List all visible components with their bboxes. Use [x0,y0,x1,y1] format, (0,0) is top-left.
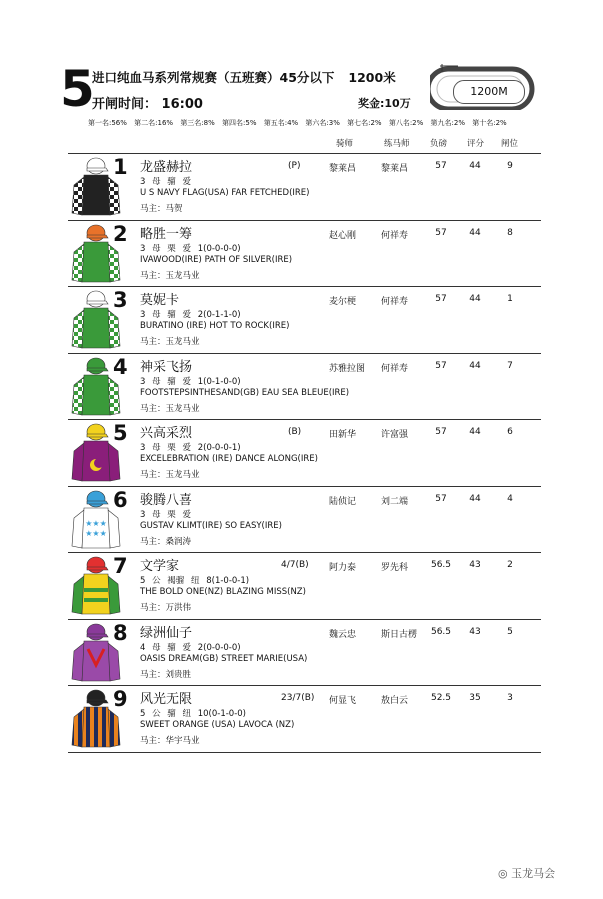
pedigree: U S NAVY FLAG(USA) FAR FETCHED(IRE) [140,188,310,198]
svg-text:★★★: ★★★ [85,528,107,538]
carried-weight: 56.5 [430,626,452,637]
placing-share: 第七名:2% [347,119,382,127]
runner-row [0,221,603,287]
barrier-draw: 6 [507,427,513,437]
horse-details: 3 母 骝 爱 2(0-1-1-0) [140,310,241,320]
jockey-name: 苏雅拉图 [329,363,366,374]
runner-number: 9 [113,687,128,711]
pedigree: FOOTSTEPSINTHESAND(GB) EAU SEA BLEUE(IRE) [140,387,350,398]
trainer-name: 刘二端 [381,496,409,507]
runner-number: 6 [113,487,128,512]
trainer-name: 黎莱昌 [381,164,409,174]
row-divider [68,752,541,753]
placing-share: 第八名:2% [388,119,424,127]
horse-details: 3 母 栗 爱 [140,509,192,520]
runner-row [0,553,603,619]
carried-weight: 57 [435,227,447,238]
horse-name: 莫妮卡 [140,293,180,308]
header-weight: 负磅 [430,139,448,149]
runner-number: 7 [113,554,128,578]
gate-time: 开闸时间： 16:00 [92,97,203,112]
horse-details: 5 公 骝 纽 10(0-1-0-0) [140,709,246,719]
carried-weight: 57 [435,294,447,304]
pedigree: EXCELEBRATION (IRE) DANCE ALONG(IRE) [140,454,318,464]
carried-weight: 57 [435,427,447,437]
runner-number: 3 [113,288,128,312]
jockey-name: 麦尔梗 [329,297,357,307]
horse-name: 风光无限 [140,692,193,707]
row-divider [68,685,541,686]
pedigree: THE BOLD ONE(NZ) BLAZING MISS(NZ) [140,587,306,597]
barrier-draw: 4 [507,493,513,504]
runner-number: 1 [113,155,128,179]
placing-share: 第二名:16% [134,119,174,127]
jockey-name: 陆侦记 [329,496,357,507]
header-rating: 评分 [467,139,485,149]
row-divider [68,552,541,553]
rating: 44 [469,493,481,504]
owner: 马主：玉龙马业 [140,337,200,347]
runner-number: 2 [113,221,128,246]
trainer-name: 许富强 [381,430,409,440]
barrier-draw: 2 [507,560,513,570]
svg-text:★★★: ★★★ [85,518,107,528]
pedigree: GUSTAV KLIMT(IRE) SO EASY(IRE) [140,520,282,531]
placing-share: 第九名:2% [430,119,465,127]
runner-number: 8 [113,620,128,645]
pedigree: OASIS DREAM(GB) STREET MARIE(USA) [140,653,308,664]
row-divider [68,419,541,420]
rating: 44 [469,360,481,371]
wechat-icon: ◎ [498,867,508,880]
barrier-draw: 7 [507,360,513,371]
owner: 马主：华宇马业 [140,736,200,746]
race-title-text: 进口纯血马系列常规赛（五班赛）45分以下 [92,70,335,85]
placing-share: 第一名:56% [88,119,127,127]
horse-details: 3 母 骝 爱 1(0-1-0-0) [140,376,241,387]
rating: 43 [469,560,481,570]
placing-share: 第六名:3% [305,119,340,127]
row-divider [68,153,541,154]
row-divider [68,619,541,620]
rating: 44 [469,161,481,171]
horse-details: 5 公 褐骝 纽 8(1-0-0-1) [140,576,250,586]
barrier-draw: 3 [507,693,513,703]
runner-row [0,620,603,686]
horse-name: 骏腾八喜 [140,492,193,508]
pedigree: BURATINO (IRE) HOT TO ROCK(IRE) [140,321,290,331]
jockey-name: 何显飞 [329,696,357,706]
horse-details: 3 母 栗 爱 1(0-0-0-0) [140,243,241,254]
horse-details: 4 母 骝 爱 2(0-0-0-0) [140,642,241,653]
row-divider [68,353,541,354]
rating: 43 [469,626,481,637]
barrier-draw: 5 [507,626,513,637]
equipment-tag: (B) [288,427,302,437]
barrier-draw: 9 [507,161,513,171]
owner: 马主：玉龙马业 [140,470,200,480]
equipment-tag: 4/7(B) [281,560,309,570]
pedigree: IVAWOOD(IRE) PATH OF SILVER(IRE) [140,254,293,265]
jockey-name: 赵心刚 [329,230,357,241]
track-distance-label: 1200M [453,80,525,104]
carried-weight: 57 [435,493,447,504]
prize: 奖金:10万 [358,97,411,110]
owner: 马主：万洪伟 [140,603,192,613]
header-jockey: 骑师 [336,139,354,149]
runner-row [0,487,603,553]
carried-weight: 56.5 [430,560,452,570]
header-draw: 闸位 [501,139,519,149]
placing-shares [88,118,512,128]
rating: 44 [469,227,481,238]
horse-details: 3 母 骝 爱 [140,177,192,187]
rating: 44 [469,294,481,304]
runner-row [0,287,603,353]
runner-row [0,420,603,486]
footer-brand [498,865,555,881]
runner-row [0,686,603,752]
owner: 马主：桑润涛 [140,536,192,547]
horse-name: 略胜一筹 [140,226,193,242]
owner: 马主：玉龙马业 [140,270,200,281]
race-title [92,68,396,86]
placing-share: 第四名:5% [222,119,257,127]
rating: 35 [469,693,481,703]
jockey-name: 阿力泰 [329,563,357,573]
carried-weight: 57 [435,161,447,171]
trainer-name: 何祥寿 [381,363,409,374]
owner: 马主：马贺 [140,204,183,214]
horse-name: 文学家 [140,559,180,574]
trainer-name: 罗先科 [381,563,409,573]
rating: 44 [469,427,481,437]
placing-share: 第三名:8% [180,119,215,127]
trainer-name: 斯日古楞 [381,629,418,640]
jockey-name: 黎莱昌 [329,164,357,174]
jockey-name: 魏云忠 [329,629,357,640]
race-distance: 1200米 [348,70,396,85]
runner-number: 4 [113,354,128,379]
row-divider [68,486,541,487]
trainer-name: 敖白云 [381,696,409,706]
footer-brand-text: 玉龙马会 [511,867,556,880]
trainer-name: 何祥寿 [381,230,409,241]
placing-share: 第十名:2% [472,119,507,127]
runner-row [0,154,603,220]
runner-number: 5 [113,421,128,445]
jockey-name: 田新华 [329,430,357,440]
carried-weight: 57 [435,360,447,371]
horse-details: 3 母 栗 爱 2(0-0-0-1) [140,443,241,453]
horse-name: 神采飞扬 [140,359,193,375]
owner: 马主：刘贵胜 [140,669,192,680]
placing-share: 第五名:4% [263,119,299,127]
equipment-tag: 23/7(B) [281,693,315,703]
horse-name: 龙盛赫拉 [140,160,193,175]
row-divider [68,220,541,221]
trainer-name: 何祥寿 [381,297,409,307]
horse-name: 兴高采烈 [140,426,193,441]
barrier-draw: 8 [507,227,513,238]
pedigree: SWEET ORANGE (USA) LAVOCA (NZ) [140,720,295,730]
owner: 马主：玉龙马业 [140,403,200,414]
row-divider [68,286,541,287]
carried-weight: 52.5 [430,693,452,703]
runner-row [0,354,603,420]
race-number: 5 [60,60,95,118]
equipment-tag: (P) [288,161,301,171]
barrier-draw: 1 [507,294,513,304]
horse-name: 绿洲仙子 [140,625,193,641]
header-trainer: 练马师 [384,139,410,149]
